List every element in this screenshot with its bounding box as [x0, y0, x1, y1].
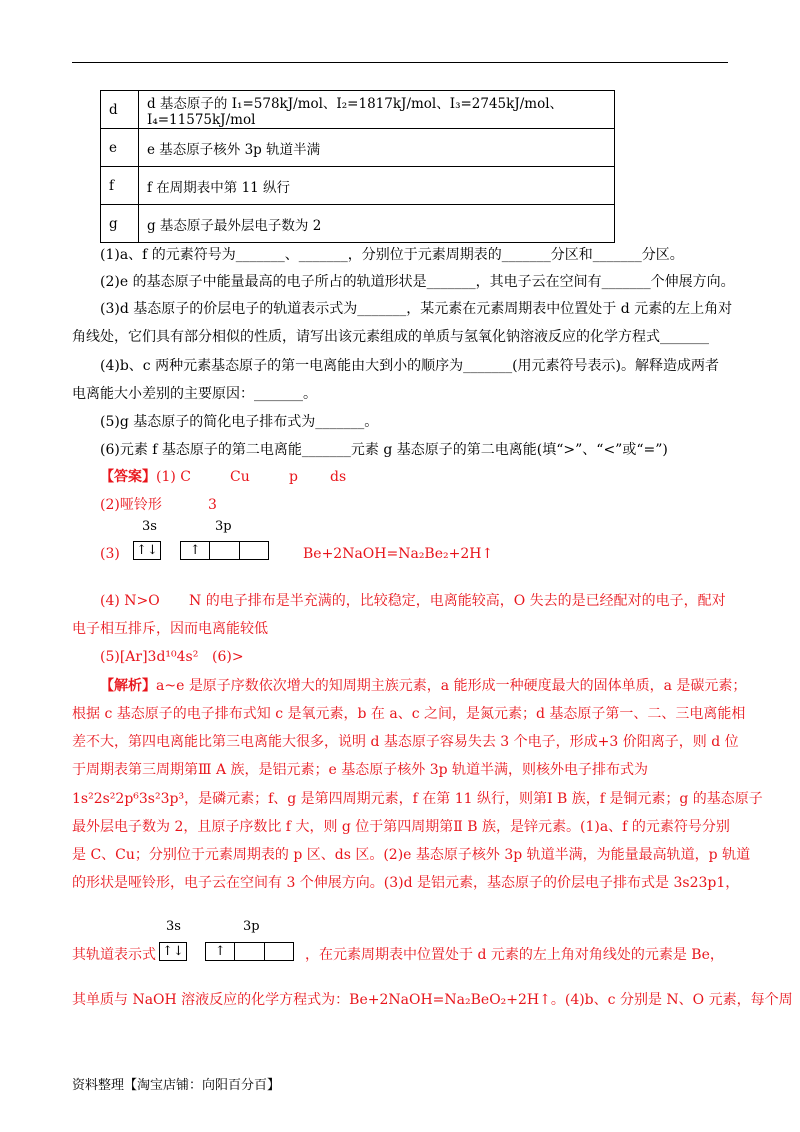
- analysis-orbital-3s-box: [159, 942, 187, 961]
- answer-1: (1) C: [156, 469, 191, 485]
- answer-4-reason: N 的电子排布是半充满的，比较稳定，电离能较高，O 失去的是已经配对的电子，配对: [189, 593, 726, 609]
- analysis-line-3: 差不大，第四电离能比第三电离能大很多，说明 d 基态原子容易失去 3 个电子，形成+3 价阳离子，则 d 位: [72, 734, 739, 750]
- orbital-3s-cell: ↑↓: [136, 543, 158, 558]
- question-4-line-1: (4)b、c 两种元素基态原子的第一电离能由大到小的顺序为_______(用元素符号表示)。解释造成两者: [100, 358, 720, 374]
- analysis-orbital-3p-label: 3p: [243, 919, 260, 934]
- answer-4-line-2: 电子相互排斥，因而电离能较低: [72, 621, 268, 637]
- question-5: (5)g 基态原子的简化电子排布式为_______。: [100, 414, 379, 430]
- orbital-3p-label: 3p: [215, 519, 232, 534]
- answer-1-p: p: [289, 469, 298, 485]
- analysis-line-5: 1s²2s²2p⁶3s²3p³，是磷元素；f、g 是第四周期元素，f 在第 11 纵行，则第Ⅰ B 族，f 是铜元素；g 的基态原子: [72, 791, 763, 807]
- question-3-line-2: 角线处，它们具有部分相似的性质，请写出该元素组成的单质与氢氧化钠溶液反应的化学方程式_______: [72, 329, 709, 345]
- orbital-3p-cell-1: ↑: [181, 542, 210, 559]
- analysis-orbital-3p-box: [205, 942, 294, 961]
- row-key: e: [101, 129, 139, 167]
- orbital-3p-cell-3: [265, 943, 293, 960]
- question-6: (6)元素 f 基态原子的第二电离能_______元素 g 基态原子的第二电离能(填“>”、“<”或“=”): [100, 442, 668, 458]
- analysis-line-10: 其单质与 NaOH 溶液反应的化学方程式为：Be+2NaOH=Na₂BeO₂+2H↑。(4)b、c 分别是 N、O 元素，每个周: [72, 992, 793, 1008]
- orbital-3p-cell-3: [240, 542, 268, 559]
- row-key: f: [101, 167, 139, 205]
- answer-3-prefix: (3): [100, 546, 120, 562]
- answer-1-ds: ds: [330, 469, 347, 485]
- analysis-line-9-prefix: 其轨道表示式: [72, 947, 156, 963]
- orbital-3p-box: [180, 541, 269, 560]
- answer-1-line: [100, 467, 191, 487]
- orbital-3p-cell-1: ↑: [206, 943, 235, 960]
- analysis-line-7: 是 C、Cu；分别位于元素周期表的 p 区、ds 区。(2)e 基态原子核外 3p 轨道半满，为能量最高轨道，p 轨道: [72, 847, 751, 863]
- analysis-line-2: 根据 c 基态原子的电子排布式知 c 是氧元素，b 在 a、c 之间，是氮元素；d 基态原子第一、二、三电离能相: [72, 706, 746, 722]
- element-property-table: [100, 90, 615, 243]
- question-2: (2)e 的基态原子中能量最高的电子所占的轨道形状是_______，其电子云在空间有_______个伸展方向。: [100, 274, 735, 290]
- orbital-3s-label: 3s: [142, 519, 157, 534]
- question-4-line-2: 电离能大小差别的主要原因：_______。: [72, 386, 317, 402]
- row-text: d 基态原子的 I₁=578kJ/mol、I₂=1817kJ/mol、I₃=2745kJ/mol、I₄=11575kJ/mol: [139, 91, 615, 129]
- analysis-orbital-3s-label: 3s: [166, 919, 181, 934]
- question-1: (1)a、f 的元素符号为_______、_______，分别位于元素周期表的_______分区和_______分区。: [100, 247, 684, 263]
- answer-6: (6)>: [212, 649, 244, 665]
- answer-2-num: 3: [208, 497, 217, 513]
- orbital-3p-cell-2: [235, 943, 264, 960]
- analysis-tag: 【解析】: [100, 678, 156, 694]
- orbital-3p-cell-2: [210, 542, 239, 559]
- answer-tag: 【答案】: [100, 469, 156, 485]
- row-key: g: [101, 205, 139, 243]
- table-row: [101, 91, 615, 129]
- analysis-line-1: 【解析】a~e 是原子序数依次增大的知周期主族元素，a 能形成一种硬度最大的固体单质，a 是碳元素；: [100, 678, 747, 694]
- analysis-line-4: 于周期表第三周期第Ⅲ A 族，是铝元素；e 基态原子核外 3p 轨道半满，则核外电子排布式为: [72, 762, 649, 778]
- analysis-line-8: 的形状是哑铃形，电子云在空间有 3 个伸展方向。(3)d 是铝元素，基态原子的价层电子排布式是 3s23p1，: [72, 875, 740, 891]
- row-key: d: [101, 91, 139, 129]
- answer-1-cu: Cu: [230, 469, 250, 485]
- analysis-line-6: 最外层电子数为 2，且原子序数比 f 大，则 g 位于第四周期第Ⅱ B 族，是锌元素。(1)a、f 的元素符号分别: [72, 819, 730, 835]
- answer-3-equation: Be+2NaOH=Na₂Be₂+2H↑: [303, 546, 494, 562]
- analysis-line-9-suffix: ，在元素周期表中位置处于 d 元素的左上角对角线处的元素是 Be，: [305, 947, 724, 963]
- table-row: [101, 167, 615, 205]
- header-rule: [72, 62, 728, 63]
- answer-2: (2)哑铃形: [100, 497, 162, 513]
- table-row: [101, 129, 615, 167]
- orbital-3s-cell: ↑↓: [162, 944, 184, 959]
- row-text: f 在周期表中第 11 纵行: [139, 167, 615, 205]
- row-text: g 基态原子最外层电子数为 2: [139, 205, 615, 243]
- answer-4-head: (4) N>O: [100, 593, 160, 609]
- orbital-3s-box: [133, 541, 161, 560]
- footer-source: 资料整理【淘宝店铺：向阳百分百】: [72, 1078, 281, 1093]
- table-row: [101, 205, 615, 243]
- answer-5: (5)[Ar]3d¹⁰4s²: [100, 649, 199, 665]
- question-3-line-1: (3)d 基态原子的价层电子的轨道表示式为_______，某元素在元素周期表中位置处于 d 元素的左上角对: [100, 301, 733, 317]
- row-text: e 基态原子核外 3p 轨道半满: [139, 129, 615, 167]
